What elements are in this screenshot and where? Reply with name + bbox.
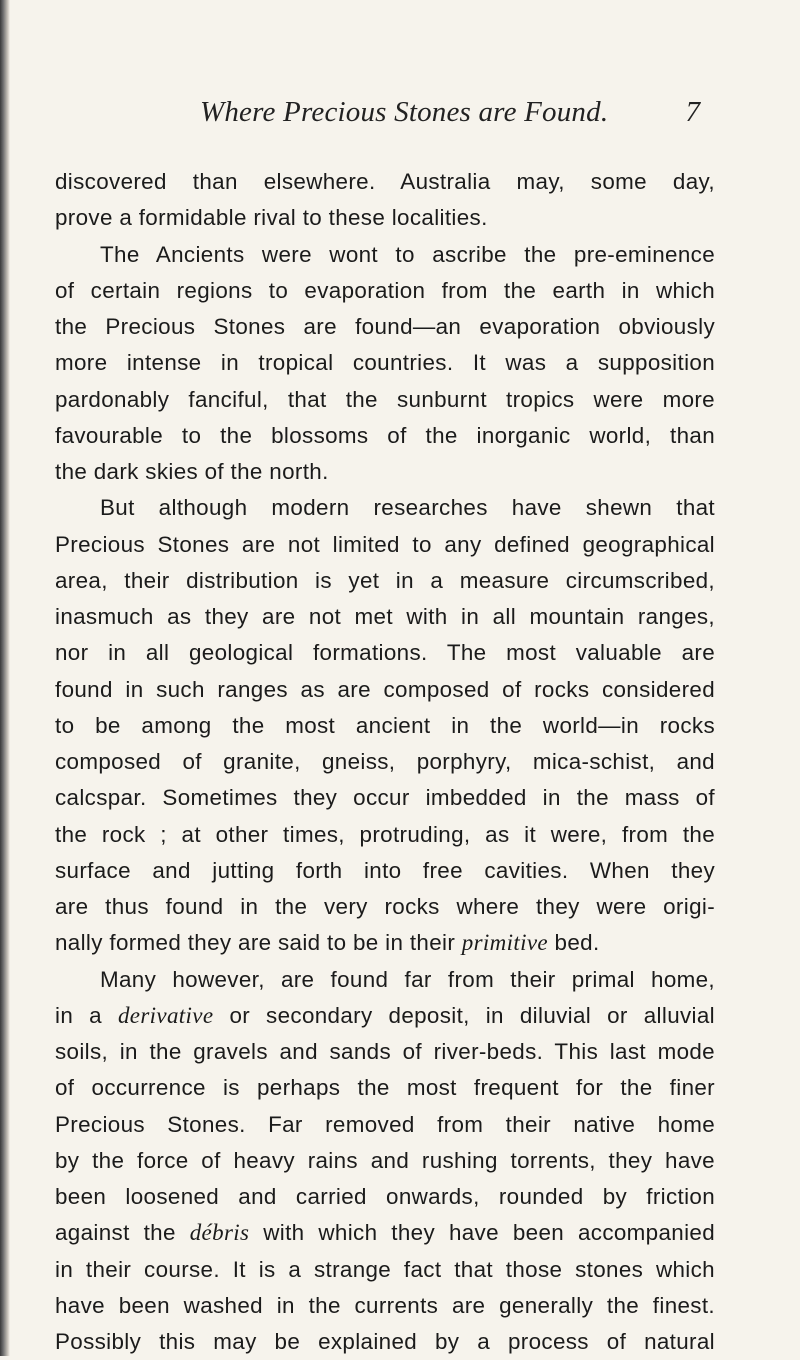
text-line: Precious Stones are not limited to any defined geographical	[55, 531, 715, 557]
running-header	[200, 96, 700, 136]
text-segment: in a	[55, 1002, 102, 1028]
text-line: been loosened and carried onwards, rounded by friction	[55, 1184, 715, 1209]
text-line: to be among the most ancient in the world—in rocks	[55, 712, 715, 738]
italic-term-debris: débris	[189, 1220, 250, 1246]
text-line: are thus found in the very rocks where they were origi-	[55, 894, 715, 919]
text-line: Possibly this may be explained by a process of natural	[55, 1329, 715, 1354]
text-line: nor in all geological formations. The most valuable are	[55, 640, 715, 666]
running-title: Where Precious Stones are Found.	[200, 96, 609, 128]
text-line	[55, 1215, 715, 1251]
text-line: composed of granite, gneiss, porphyry, mica-schist, and	[55, 749, 715, 774]
book-spine-shadow	[0, 0, 10, 1356]
text-line: found in such ranges as are composed of rocks considered	[55, 676, 715, 702]
text-line: pardonably fanciful, that the sunburnt tropics were more	[55, 386, 715, 412]
italic-term-primitive: primitive	[461, 930, 548, 956]
text-line: area, their distribution is yet in a measure circumscribed,	[55, 567, 715, 593]
text-line: more intense in tropical countries. It was a supposition	[55, 350, 715, 376]
paragraph-start: But although modern researches have shewn that	[100, 495, 715, 521]
text-segment: or secondary deposit, in diluvial or alluvial	[229, 1002, 715, 1028]
italic-term-derivative: derivative	[117, 1002, 214, 1028]
text-line: favourable to the blossoms of the inorganic world, than	[55, 422, 715, 448]
text-line: of occurrence is perhaps the most frequent for the finer	[55, 1075, 715, 1101]
text-line: prove a formidable rival to these localities.	[55, 205, 488, 231]
text-segment: against the	[55, 1220, 176, 1246]
text-line: the dark skies of the north.	[55, 459, 329, 484]
text-line: calcspar. Sometimes they occur imbedded in the mass of	[55, 785, 715, 811]
text-segment: nally formed they are said to be in their	[55, 930, 456, 956]
text-line: surface and jutting forth into free cavities. When they	[55, 857, 715, 883]
text-line	[55, 925, 715, 961]
body-text	[55, 164, 715, 1360]
text-line: inasmuch as they are not met with in all mountain ranges,	[55, 604, 715, 629]
text-line: soils, in the gravels and sands of river-beds. This last mode	[55, 1039, 715, 1064]
text-line: the rock ; at other times, protruding, as it were, from the	[55, 821, 715, 847]
text-segment: with which they have been accompanied	[263, 1220, 716, 1246]
text-line: discovered than elsewhere. Australia may, some day,	[55, 169, 715, 194]
text-line: by the force of heavy rains and rushing torrents, they have	[55, 1147, 715, 1173]
text-line: Precious Stones. Far removed from their native home	[55, 1111, 715, 1137]
page-number: 7	[685, 96, 700, 128]
text-line	[55, 998, 715, 1034]
text-line: have been washed in the currents are generally the finest.	[55, 1292, 715, 1318]
text-segment: bed.	[554, 930, 600, 956]
text-line: in their course. It is a strange fact that those stones which	[55, 1256, 715, 1282]
text-line: of certain regions to evaporation from the earth in which	[55, 277, 715, 303]
text-line: the Precious Stones are found—an evaporation obviously	[55, 314, 715, 339]
paragraph-start: The Ancients were wont to ascribe the pre-eminence	[100, 241, 715, 267]
paragraph-start: Many however, are found far from their primal home,	[100, 966, 715, 992]
